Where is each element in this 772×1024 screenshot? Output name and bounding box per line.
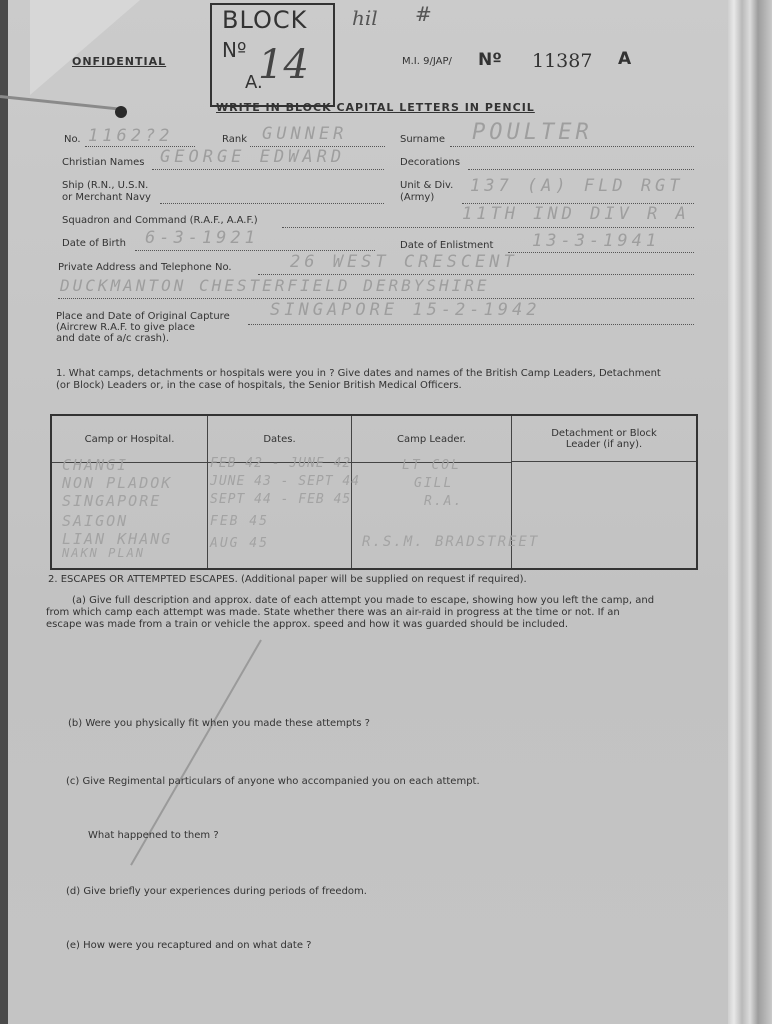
address-label: Private Address and Telephone No. [58,262,232,273]
christian-names-label: Christian Names [62,157,145,168]
dates-cell: FEB 45 [210,514,269,529]
table-header-camp: Camp or Hospital. [52,416,208,463]
dob-line [135,250,375,251]
camp-cell: SINGAPORE [62,492,162,510]
surname-value: POULTER [472,120,593,145]
no-label: No. [64,134,81,145]
unit-label-2: (Army) [400,192,435,203]
capture-label-2: (Aircrew R.A.F. to give place [56,322,195,333]
block-number-label: Nº [222,38,247,62]
serial-number: 11387 [532,50,593,72]
question-2a-line-2: from which camp each attempt was made. State whether there was an air-raid in progress at the time or not. If an [46,607,620,618]
rank-value: GUNNER [262,124,348,144]
pencil-instruction: WRITE IN BLOCK CAPITAL LETTERS IN PENCIL [216,101,535,114]
question-2e: (e) How were you recaptured and on what date ? [66,940,312,951]
rank-label: Rank [222,134,247,145]
address-value-1: 26 WEST CRESCENT [290,252,518,272]
table-header-detachment: Detachment or Block Leader (if any). [512,416,696,462]
leader-cell: GILL [414,476,454,491]
question-2c: (c) Give Regimental particulars of anyone who accompanied you on each attempt. [66,776,480,787]
dates-cell: FEB 42 - JUNE 42 [210,456,352,471]
unit-value-2: 11TH IND DIV R A [462,204,690,224]
scribble-mark: # [415,2,432,26]
address-line-1 [258,274,694,275]
squadron-line [282,227,694,228]
mi-reference: M.I. 9/JAP/ [402,56,452,67]
ship-label-2: or Merchant Navy [62,192,151,203]
scribble-initials: hil [352,6,378,30]
capture-line [248,324,694,325]
dob-label: Date of Birth [62,238,126,249]
dob-value: 6-3-1921 [145,228,259,248]
no-value: 1162?2 [88,126,174,146]
enlistment-line [508,252,694,253]
dates-cell: JUNE 43 - SEPT 44 [210,474,361,489]
question-2b: (b) Were you physically fit when you made these attempts ? [68,718,370,729]
camp-cell: NAKN PLAN [62,546,146,560]
leader-cell: R.S.M. BRADSTREET [362,534,540,550]
capture-label-3: and date of a/c crash). [56,333,170,344]
christian-names-value: GEORGE EDWARD [160,147,346,167]
ship-label-1: Ship (R.N., U.S.N. [62,180,149,191]
leader-cell: R.A. [424,494,464,509]
capture-label-1: Place and Date of Original Capture [56,311,230,322]
camp-cell: CHANGI [62,456,129,474]
decorations-label: Decorations [400,157,461,168]
address-line-2 [58,298,694,299]
camp-cell: LIAN KHANG [62,530,173,548]
serial-no-label: Nº [478,50,502,70]
question-2d: (d) Give briefly your experiences during periods of freedom. [66,886,367,897]
surname-line [450,146,694,147]
dates-cell: SEPT 44 - FEB 45 [210,492,352,507]
decorations-line [468,169,694,170]
camp-cell: NON PLADOK [62,474,173,492]
stacked-pages-edge [728,0,772,1024]
leader-cell: LT COL [402,458,461,473]
question-1-line-2: (or Block) Leaders or, in the case of hospitals, the Senior British Medical Officers. [56,380,462,391]
block-a-label: A. [245,72,263,93]
question-2c-followup: What happened to them ? [88,830,219,841]
unit-label-1: Unit & Div. [400,180,454,191]
table-divider [207,462,208,568]
dates-cell: AUG 45 [210,536,269,551]
address-value-2: DUCKMANTON CHESTERFIELD DERBYSHIRE [60,276,490,295]
question-1-line-1: 1. What camps, detachments or hospitals were you in ? Give dates and names of the British Camp Leaders, Detachment [56,368,661,379]
table-header-leader: Camp Leader. [352,416,512,463]
squadron-label: Squadron and Command (R.A.F., A.A.F.) [62,215,258,226]
enlistment-value: 13-3-1941 [532,231,661,251]
confidential-label: ONFIDENTIAL [72,55,167,68]
table-divider [511,462,512,568]
surname-label: Surname [400,134,445,145]
unit-value-1: 137 (A) FLD RGT [470,176,684,196]
camp-cell: SAIGON [62,512,129,530]
question-2a-line-1: (a) Give full description and approx. date of each attempt you made to escape, showing how you left the camp, and [72,595,655,606]
table-header-dates: Dates. [208,416,352,463]
question-2a-line-3: escape was made from a train or vehicle the approx. speed and how it was guarded should be included. [46,619,569,630]
christian-names-line [152,169,384,170]
camps-table [50,414,698,570]
enlistment-label: Date of Enlistment [400,240,494,251]
question-2-title: 2. ESCAPES OR ATTEMPTED ESCAPES. (Additional paper will be supplied on request if required). [48,574,527,585]
punch-hole [115,106,127,118]
block-title: BLOCK [222,6,308,34]
capture-value: SINGAPORE 15-2-1942 [270,300,541,320]
ship-line [160,203,384,204]
serial-suffix: A [618,49,632,69]
block-handwritten-number: 14 [258,42,309,88]
